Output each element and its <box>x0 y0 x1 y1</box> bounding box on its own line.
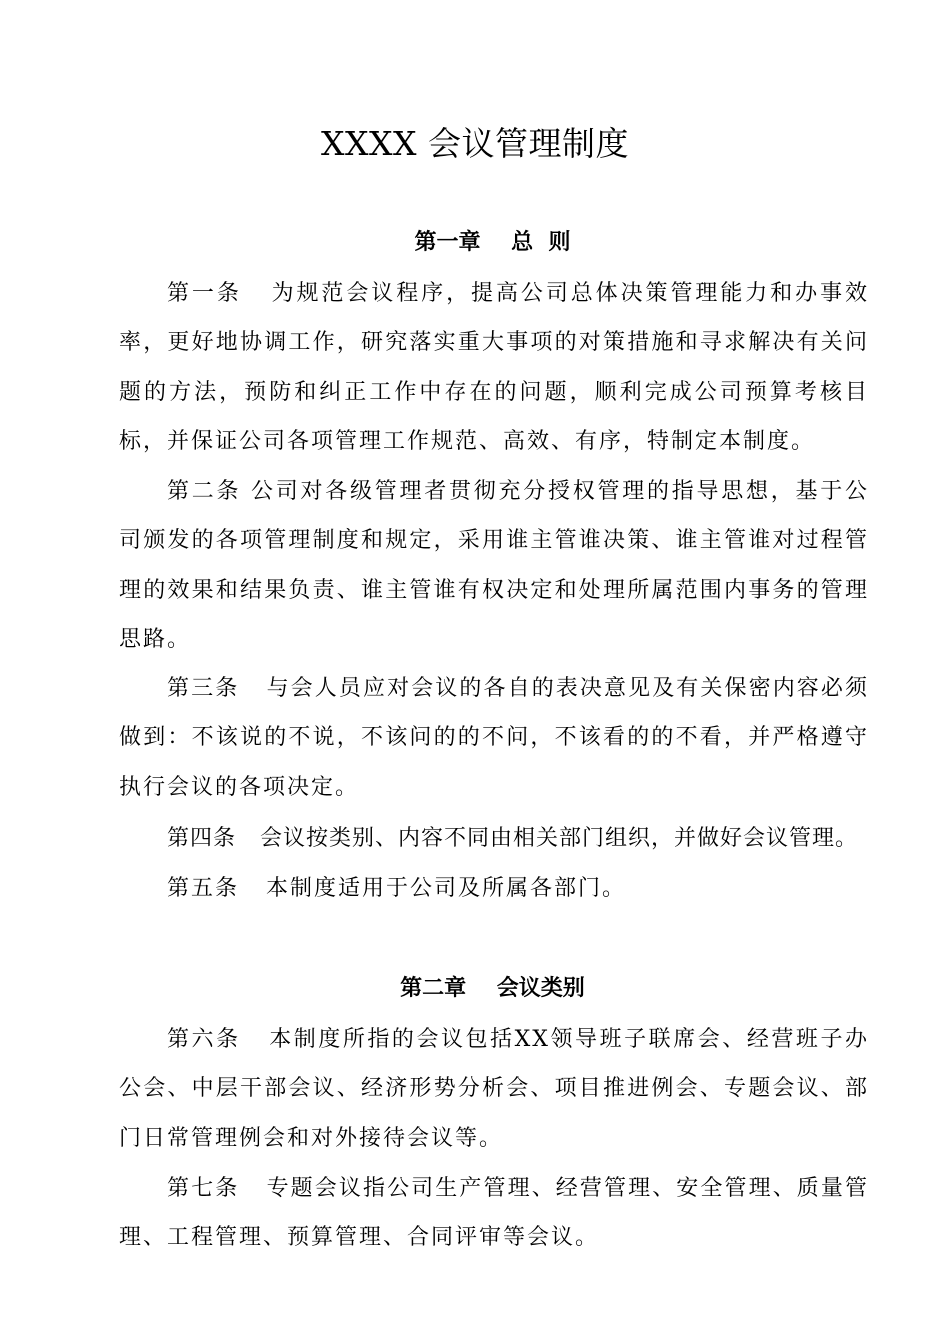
document-title: XXXX 会议管理制度 <box>321 124 629 163</box>
chapter-2-heading: 第二章 会议类别 <box>400 976 585 1001</box>
article-4: 第四条 会议按类别、内容不同由相关部门组织，并做好会议管理。 <box>167 826 858 851</box>
article-3: 第三条 与会人员应对会议的各自的表决意见及有关保密内容必须做到：不该说的不说，不该问的的不问，不该看的的不看，并严格遵守执行会议的各项决定。 <box>119 676 869 800</box>
article-6: 第六条 本制度所指的会议包括XX领导班子联席会、经营班子办公会、中层干部会议、经济形势分析会、项目推进例会、专题会议、部门日常管理例会和对外接待会议等。 <box>119 1027 869 1151</box>
article-1: 第一条 为规范会议程序，提高公司总体决策管理能力和办事效率，更好地协调工作，研究落实重大事项的对策措施和寻求解决有关问题的方法，预防和纠正工作中存在的问题，顺利完成公司预算考核目标，并保证公司各项管理工作规范、高效、有序，特制定本制度。 <box>119 281 869 455</box>
chapter-1-heading: 第一章 总 则 <box>414 230 571 255</box>
article-2: 第二条 公司对各级管理者贯彻充分授权管理的指导思想，基于公司颁发的各项管理制度和规定，采用谁主管谁决策、谁主管谁对过程管理的效果和结果负责、谁主管谁有权决定和处理所属范围内事务的管理思路。 <box>119 479 869 653</box>
article-7: 第七条 专题会议指公司生产管理、经营管理、安全管理、质量管理、工程管理、预算管理、合同评审等会议。 <box>119 1176 869 1251</box>
article-5: 第五条 本制度适用于公司及所属各部门。 <box>167 876 626 901</box>
